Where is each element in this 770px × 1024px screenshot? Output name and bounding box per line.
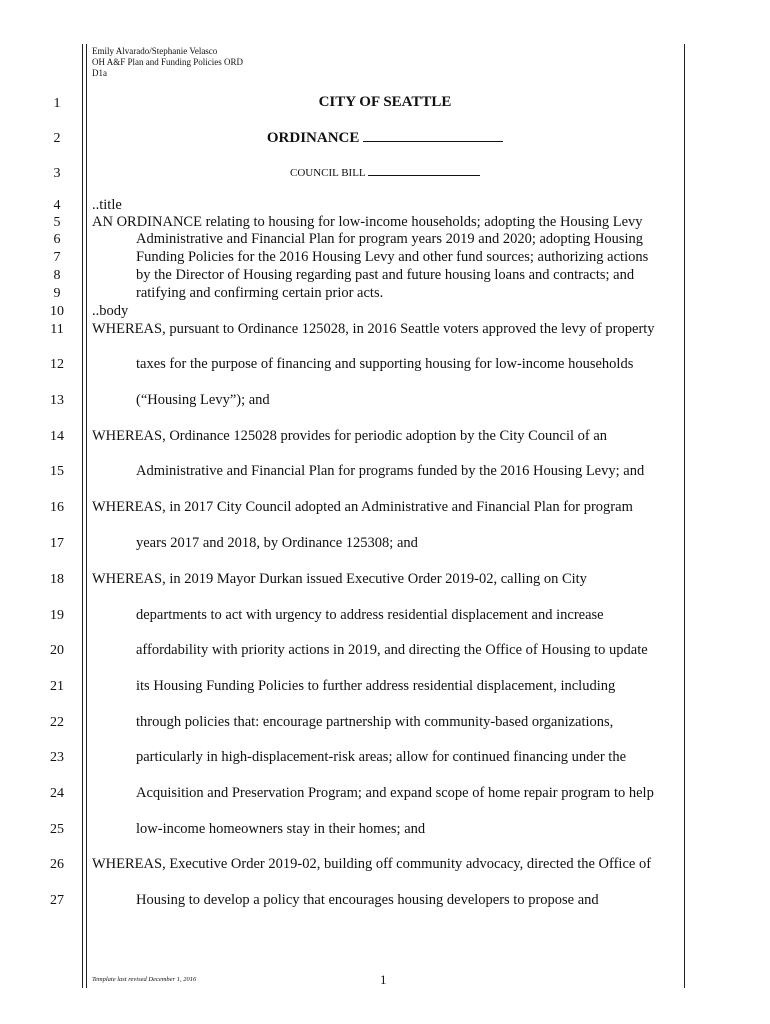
ordinance-number-blank bbox=[363, 129, 503, 142]
council-bill-blank bbox=[368, 166, 480, 176]
line-number: 15 bbox=[50, 464, 64, 479]
line-number: 13 bbox=[50, 393, 64, 408]
body-line: (“Housing Levy”); and bbox=[136, 392, 270, 408]
line-number: 16 bbox=[50, 500, 64, 515]
line-number: 26 bbox=[50, 857, 64, 872]
title-marker: ..title bbox=[92, 197, 122, 213]
body-marker: ..body bbox=[92, 303, 129, 319]
body-line: its Housing Funding Policies to further address residential displacement, including bbox=[136, 678, 616, 694]
body-line: particularly in high-displacement-risk areas; allow for continued financing under the bbox=[136, 749, 627, 765]
body-line: Housing to develop a policy that encourages housing developers to propose and bbox=[136, 892, 599, 908]
line-number: 1 bbox=[53, 96, 61, 111]
body-line: Administrative and Financial Plan for programs funded by the 2016 Housing Levy; and bbox=[136, 463, 645, 479]
title-line: by the Director of Housing regarding past and future housing loans and contracts; and bbox=[136, 267, 635, 283]
line-number: 27 bbox=[50, 893, 64, 908]
footer-page-number: 1 bbox=[380, 972, 387, 987]
line-number: 3 bbox=[53, 166, 61, 181]
title-line: Funding Policies for the 2016 Housing Levy and other fund sources; authorizing actions bbox=[136, 249, 649, 265]
body-line: WHEREAS, pursuant to Ordinance 125028, in 2016 Seattle voters approved the levy of property bbox=[92, 321, 655, 337]
ordinance-heading bbox=[86, 129, 684, 147]
body-line: WHEREAS, Ordinance 125028 provides for periodic adoption by the City Council of an bbox=[92, 428, 608, 444]
line-number: 6 bbox=[53, 232, 61, 247]
body-line: WHEREAS, in 2017 City Council adopted an Administrative and Financial Plan for program bbox=[92, 499, 633, 515]
left-margin-rule-outer bbox=[82, 44, 83, 988]
line-number: 19 bbox=[50, 608, 64, 623]
document-header bbox=[92, 46, 243, 79]
line-number: 5 bbox=[53, 215, 61, 230]
line-number: 7 bbox=[53, 250, 61, 265]
left-margin-rule-inner bbox=[86, 44, 87, 988]
body-line: low-income homeowners stay in their homes; and bbox=[136, 821, 426, 837]
title-line: Administrative and Financial Plan for program years 2019 and 2020; adopting Housing bbox=[136, 231, 644, 247]
ordinance-label: ORDINANCE bbox=[266, 130, 360, 146]
line-number: 22 bbox=[50, 715, 64, 730]
footer-template-note: Template last revised December 1, 2016 bbox=[92, 976, 197, 983]
line-number: 21 bbox=[50, 679, 64, 694]
body-line: years 2017 and 2018, by Ordinance 125308; and bbox=[136, 535, 418, 551]
header-doc-name: OH A&F Plan and Funding Policies ORD bbox=[92, 57, 244, 67]
line-number: 25 bbox=[50, 822, 64, 837]
line-number: 8 bbox=[53, 268, 61, 283]
line-number: 4 bbox=[53, 198, 61, 213]
line-number: 17 bbox=[50, 536, 64, 551]
line-number: 12 bbox=[50, 357, 64, 372]
line-number: 9 bbox=[53, 286, 61, 301]
body-line: affordability with priority actions in 2019, and directing the Office of Housing to update bbox=[136, 642, 648, 658]
body-line: departments to act with urgency to address residential displacement and increase bbox=[136, 607, 604, 623]
council-bill-label: COUNCIL BILL bbox=[289, 167, 366, 179]
title-line: AN ORDINANCE relating to housing for low-income households; adopting the Housing Levy bbox=[92, 214, 643, 230]
header-author: Emily Alvarado/Stephanie Velasco bbox=[92, 46, 218, 56]
body-line: WHEREAS, Executive Order 2019-02, building off community advocacy, directed the Office of bbox=[92, 856, 652, 872]
line-number: 23 bbox=[50, 750, 64, 765]
line-number: 18 bbox=[50, 572, 64, 587]
body-line: taxes for the purpose of financing and supporting housing for low-income households bbox=[136, 356, 634, 372]
body-line: through policies that: encourage partnership with community-based organizations, bbox=[136, 714, 614, 730]
city-heading: CITY OF SEATTLE bbox=[318, 94, 452, 110]
line-number: 14 bbox=[50, 429, 64, 444]
line-number: 2 bbox=[53, 131, 61, 146]
header-version: D1a bbox=[92, 68, 107, 78]
body-line: Acquisition and Preservation Program; and expand scope of home repair program to help bbox=[136, 785, 654, 801]
council-bill-line bbox=[86, 165, 684, 182]
right-margin-rule bbox=[684, 44, 685, 988]
title-line: ratifying and confirming certain prior acts. bbox=[136, 285, 384, 301]
line-number: 20 bbox=[50, 643, 64, 658]
body-line: WHEREAS, in 2019 Mayor Durkan issued Executive Order 2019-02, calling on City bbox=[92, 571, 587, 587]
line-number: 10 bbox=[50, 304, 64, 319]
line-number: 24 bbox=[50, 786, 64, 801]
line-number: 11 bbox=[50, 322, 64, 337]
